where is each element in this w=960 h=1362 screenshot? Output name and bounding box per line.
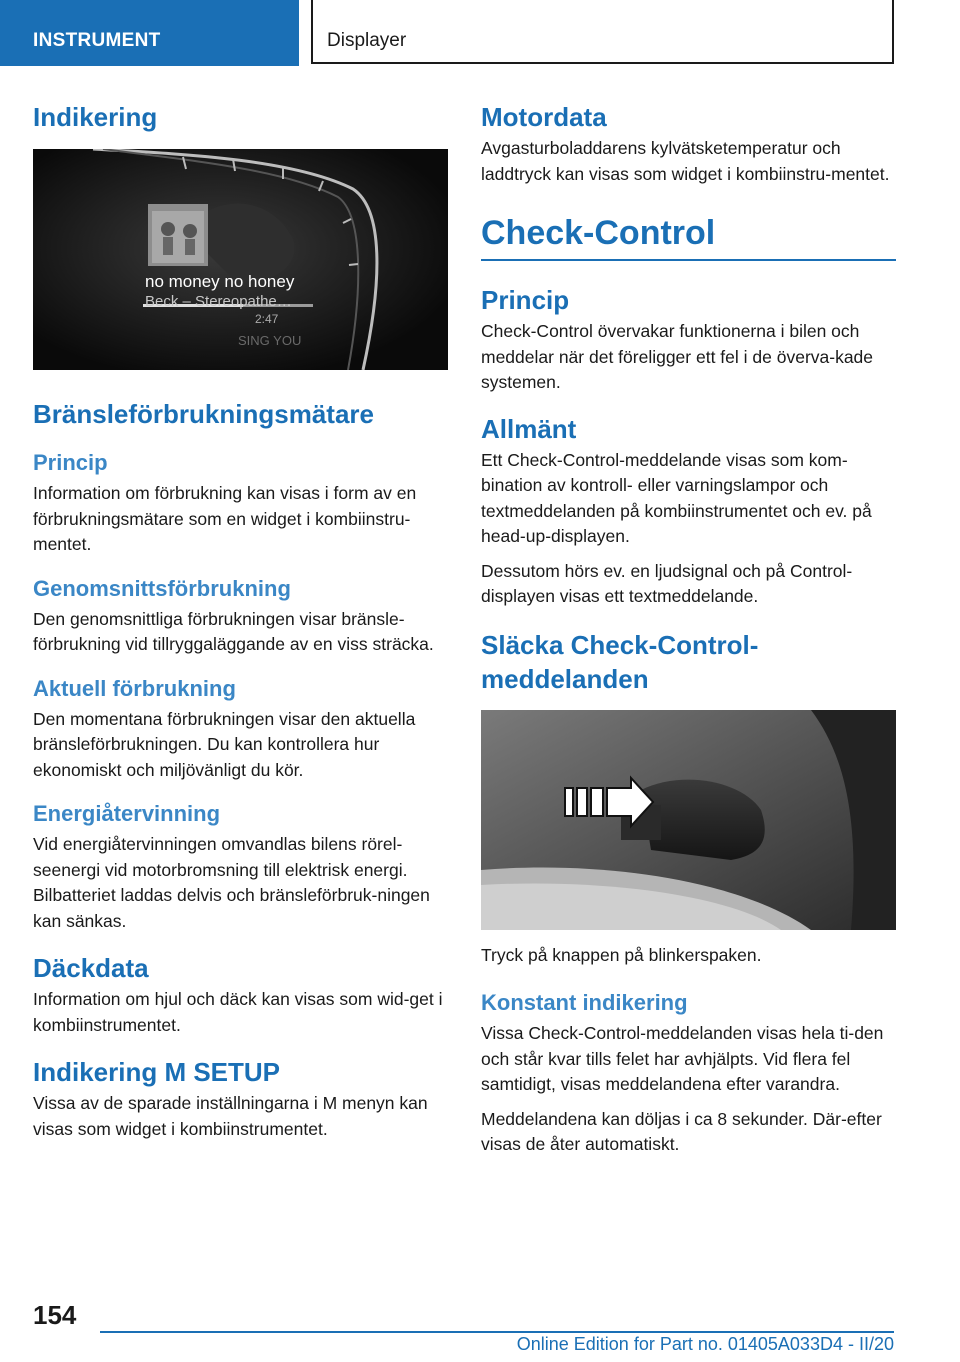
- fuel-meter-heading: Bränsleförbrukningsmätare: [33, 399, 374, 429]
- edition-text: Online Edition for Part no. 01405A033D4 - II/20: [516, 1334, 894, 1354]
- dismiss-heading: Släcka Check-Control-meddelanden: [481, 629, 759, 694]
- check-control-heading: Check-Control: [481, 211, 896, 261]
- page-number: 154: [33, 1300, 77, 1330]
- general-text-2: Dessutom hörs ev. en ljudsignal och på Control-displayen visas ett textmeddelande.: [481, 560, 853, 606]
- msetup-text: Vissa av de sparade inställningarna i M menyn kan visas som widget i kombiinstrumentet.: [33, 1093, 428, 1139]
- energy-recovery-text: Vid energiåtervinningen omvandlas bilens rörel‐seenergi vid motorbromsning till elektrisk energi. Bilbatteriet laddas delvis och bränsleförbruk‐ningen kan sänkas.: [33, 834, 430, 931]
- section-tab: [0, 0, 299, 66]
- dashboard-illustration: [33, 149, 448, 370]
- tire-data-text: Information om hjul och däck kan visas som wid‐get i kombiinstrumentet.: [33, 989, 443, 1035]
- song-artist: Beck – Stereopathe…: [145, 293, 292, 310]
- dashboard-display-image: [33, 149, 448, 370]
- motor-data-text: Avgasturboladdarens kylvätsketemperatur och laddtryck kan visas som widget i kombiinstru‐mentet.: [481, 138, 890, 184]
- song-title: no money no honey: [145, 272, 295, 291]
- avg-consumption-heading: Genomsnittsförbrukning: [33, 575, 291, 601]
- left-column: [33, 100, 448, 1142]
- msetup-heading: Indikering M SETUP: [33, 1057, 281, 1087]
- fuel-principle-text: Information om förbrukning kan visas i form av en förbrukningsmätare som en widget i kombiinstru‐mentet.: [33, 483, 417, 554]
- motor-data-heading: Motordata: [481, 102, 607, 132]
- fuel-principle-heading: Princip: [33, 450, 108, 475]
- current-consumption-heading: Aktuell förbrukning: [33, 675, 236, 701]
- right-column: [481, 100, 896, 1158]
- avg-consumption-text: Den genomsnittliga förbrukningen visar bränsle‐förbrukning vid tillryggaläggande av en viss sträcka.: [33, 608, 434, 654]
- current-consumption-text: Den momentana förbrukningen visar den aktuella bränsleförbrukningen. Du kan kontrollera hur ekonomiskt och miljövänligt du kör.: [33, 708, 416, 780]
- page-title: Displayer: [327, 30, 407, 51]
- energy-recovery-heading: Energiåtervinning: [33, 801, 221, 826]
- page-header: [311, 0, 894, 64]
- general-text-1: Ett Check-Control-meddelande visas som kom‐bination av kontroll- eller varningslampor och textmeddelanden på kombiinstrumentet och ev. på head-up-displayen.: [481, 449, 872, 546]
- cc-principle-text: Check-Control övervakar funktionerna i bilen och meddelar när det föreligger ett fel i de överva‐kade systemen.: [481, 321, 874, 392]
- constant-display-text-1: Vissa Check-Control-meddelanden visas hela ti‐den och står kvar tills felet har avhjälpts. Vid flera fel samtidigt, visas meddelandena efter varandra.: [481, 1023, 884, 1094]
- song-time: 2:47: [255, 312, 279, 326]
- album-text: SING YOU: [238, 333, 302, 348]
- footer-rule: [100, 1331, 894, 1333]
- constant-display-text-2: Meddelandena kan döljas i ca 8 sekunder. Där‐efter visas de åter automatiskt.: [481, 1108, 882, 1154]
- general-heading: Allmänt: [481, 413, 577, 444]
- section-label: INSTRUMENT: [33, 30, 161, 51]
- dismiss-caption: Tryck på knappen på blinkerspaken.: [481, 944, 762, 965]
- turn-signal-lever-image: [481, 710, 896, 930]
- constant-display-heading: Konstant indikering: [481, 990, 688, 1015]
- indikering-heading: Indikering: [33, 102, 158, 132]
- lever-illustration: [481, 710, 896, 930]
- cc-principle-heading: Princip: [481, 285, 570, 315]
- tire-data-heading: Däckdata: [33, 953, 149, 983]
